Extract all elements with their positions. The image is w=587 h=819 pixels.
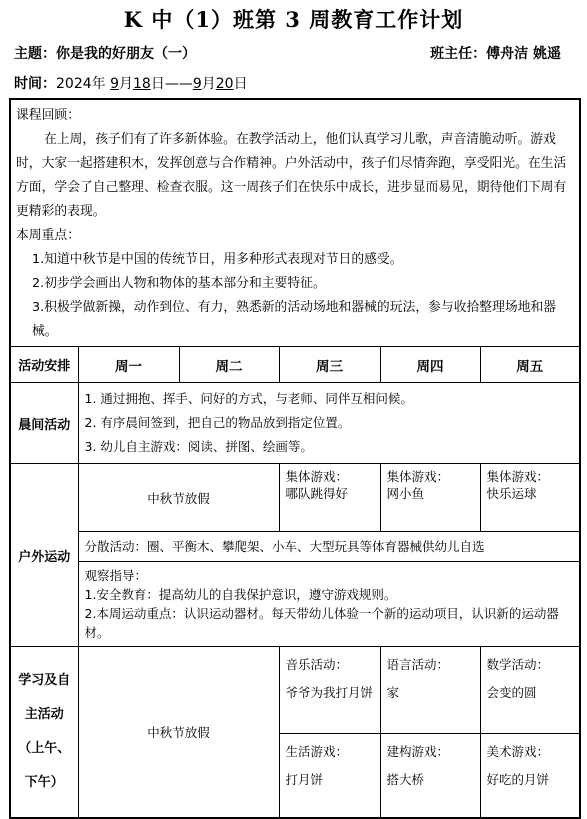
outdoor-game-wed: 集体游戏： 哪队跳得好 [279,464,380,532]
morning-label: 晨间活动 [10,383,78,464]
theme-label: 主题： [14,46,56,62]
outdoor-free-activity: 分散活动：圈、平衡木、攀爬架、小车、大型玩具等体育器械供幼儿自选 [78,532,580,562]
outdoor-label: 户外运动 [10,464,78,647]
time-line: 时间：2024年 9月18日——9月20日 [14,76,248,92]
page-title: K 中（1）班第 3 周教育工作计划 [123,7,464,32]
day-tuesday: 周二 [179,347,279,383]
study-activity-fri: 数学活动： 会变的圆 [480,647,580,734]
morning-activities [78,383,580,464]
review-heading: 课程回顾： [16,108,80,123]
outdoor-game-fri: 集体游戏： 快乐运球 [480,464,580,532]
study-game-wed: 生活游戏： 打月饼 [279,734,380,818]
guide-item: 1.安全教育：提高幼儿的自我保护意识，遵守游戏规则。 [84,587,397,602]
day-wednesday: 周三 [279,347,380,383]
theme-value: 你是我的好朋友（一） [56,46,196,62]
focus-item: 3.积极学做新操，动作到位、有力，熟悉新的活动场地和器械的玩法，参与收拾整理场地和器械。 [32,300,557,339]
time-month-start: 9 [110,76,120,92]
morning-item: 2. 有序晨间签到，把自己的物品放到指定位置。 [84,415,351,430]
teachers-line [430,43,561,63]
study-game-fri: 美术游戏： 好吃的月饼 [480,734,580,818]
study-activity-wed: 音乐活动： 爷爷为我打月饼 [279,647,380,734]
outdoor-guide [78,562,580,647]
time-day-start: 18 [133,76,151,92]
day-friday: 周五 [480,347,580,383]
study-holiday: 中秋节放假 [78,647,279,818]
focus-heading: 本周重点： [16,228,80,243]
study-activity-thu: 语言活动： 家 [380,647,480,734]
study-label: 学习及自 主活动 （上午、 下午） [10,647,78,818]
guide-title: 观察指导： [84,568,148,583]
morning-item: 1. 通过拥抱、挥手、问好的方式，与老师、同伴互相问候。 [84,391,413,406]
study-game-thu: 建构游戏： 搭大桥 [380,734,480,818]
theme-line [14,43,196,63]
day-monday: 周一 [78,347,179,383]
review-text: 在上周，孩子们有了许多新体验。在教学活动上，他们认真学习儿歌，声音清脆动听。游戏时，大家一起搭建积木，发挥创意与合作精神。户外活动中，孩子们尽情奔跑，享受阳光。在生活方面，学会了自己整理、检查衣服。这一周孩子们在快乐中成长，进步显而易见，期待他们下周有更精彩的表现。 [16,132,567,219]
outdoor-holiday: 中秋节放假 [78,464,279,532]
schedule-header: 活动安排 [10,347,78,383]
time-day-end: 20 [215,76,234,92]
time-year: 2024 [56,76,92,92]
teachers-label: 班主任： [430,46,487,62]
focus-item: 1.知道中秋节是中国的传统节日，用多种形式表现对节日的感受。 [32,252,403,267]
plan-table [9,98,581,819]
time-month-end: 9 [192,76,202,92]
focus-item: 2.初步学会画出人物和物体的基本部分和主要特征。 [32,276,326,291]
morning-item: 3. 幼儿自主游戏：阅读、拼图、绘画等。 [84,439,313,454]
outdoor-game-thu: 集体游戏： 网小鱼 [380,464,480,532]
course-review [10,99,580,347]
guide-item: 2.本周运动重点：认识运动器材。每天带幼儿体验一个新的运动项目，认识新的运动器材。 [84,606,559,640]
teachers-value: 傅舟洁 姚遥 [486,46,561,62]
day-thursday: 周四 [380,347,480,383]
time-label: 时间： [14,76,56,92]
